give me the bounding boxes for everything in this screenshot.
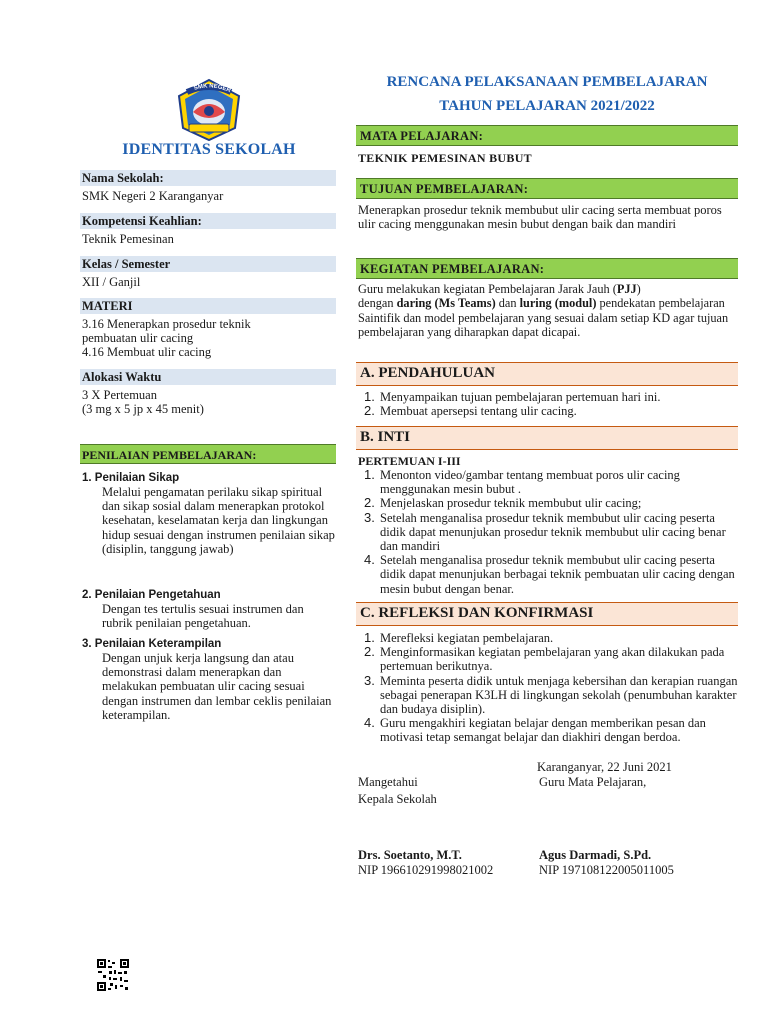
list-item-text: Setelah menganalisa prosedur teknik membubut ulir cacing peserta didik dapat menunjukan berbagai teknik pembuatan ulir cacing dengan mesin bubut dengan benar. bbox=[380, 553, 735, 596]
field-kompetensi bbox=[80, 213, 336, 246]
penilaian-desc: Dengan tes tertulis sesuai instrumen dan rubrik penilaian pengetahuan. bbox=[102, 602, 304, 631]
kegiatan-text: pendekatan pembelajaran Saintifik dan model pembelajaran yang sesuai dalam setiap KD agar tujuan pembelajaran yang diharapkan dapat dicapai. bbox=[358, 296, 729, 340]
field-head: Alokasi Waktu bbox=[80, 369, 336, 385]
penilaian-keterampilan bbox=[82, 638, 336, 722]
list-item: 2. Menjelaskan prosedur teknik membubut ulir cacing; bbox=[358, 496, 738, 510]
school-emblem-icon bbox=[175, 78, 243, 142]
list-item: 3. Meminta peserta didik untuk menjaga kebersihan dan kerapian ruangan sebagai penerapan K3LH di lingkungan sekolah (penumbuhan karakter dan budaya disiplin). bbox=[364, 672, 738, 717]
field-value: SMK Negeri 2 Karanganyar bbox=[82, 189, 224, 203]
materi-line: 3.16 Menerapkan prosedur teknik bbox=[82, 317, 251, 331]
list-item: 4. Guru mengakhiri kegiatan belajar dengan memberikan pesan dan motivasi tetap semangat belajar dan diakhiri dengan berdoa. bbox=[358, 716, 738, 744]
pendahuluan-head: A. PENDAHULUAN bbox=[356, 362, 738, 386]
refleksi-head: C. REFLEKSI DAN KONFIRMASI bbox=[356, 602, 738, 626]
identitas-title: IDENTITAS SEKOLAH bbox=[122, 141, 296, 158]
list-item: 3. Setelah menganalisa prosedur teknik membubut ulir cacing peserta didik dapat menunjukan prosedur teknik membubut ulir cacing benar dan mandiri bbox=[358, 511, 738, 554]
list-item: 1. Menyampaikan tujuan pembelajaran pertemuan hari ini. bbox=[358, 390, 738, 404]
penilaian-title: 3. Penilaian Keterampilan bbox=[82, 638, 222, 650]
field-nama-sekolah bbox=[80, 170, 336, 203]
kegiatan-pjj: PJJ bbox=[616, 282, 637, 296]
list-item: 2. Membuat apersepsi tentang ulir cacing. bbox=[358, 404, 738, 418]
penilaian-title: 1. Penilaian Sikap bbox=[82, 472, 180, 484]
pertemuan-head: PERTEMUAN I-III bbox=[358, 454, 461, 468]
kepsek-name: Drs. Soetanto, M.T. bbox=[358, 848, 462, 862]
alokasi-line: 3 X Pertemuan bbox=[82, 388, 157, 402]
penilaian-pengetahuan bbox=[82, 589, 336, 630]
place-date: Karanganyar, 22 Juni 2021 bbox=[537, 760, 672, 774]
mapel-value: TEKNIK PEMESINAN BUBUT bbox=[358, 151, 532, 165]
pendahuluan-list bbox=[358, 390, 738, 418]
rpp-title bbox=[358, 70, 736, 118]
rpp-title-line1: RENCANA PELAKSANAAN PEMBELAJARAN bbox=[386, 74, 708, 90]
guru-label: Guru Mata Pelajaran, bbox=[539, 775, 647, 789]
field-value bbox=[80, 385, 336, 416]
inti-list bbox=[358, 468, 738, 596]
field-head: Nama Sekolah: bbox=[80, 170, 336, 186]
list-item: 4. Setelah menganalisa prosedur teknik membubut ulir cacing peserta didik dapat menunjukan berbagai teknik pembuatan ulir cacing dengan mesin bubut dengan benar. bbox=[358, 553, 738, 596]
kepsek-nip: NIP 196610291998021002 bbox=[358, 863, 494, 877]
penilaian-head: PENILAIAN PEMBELAJARAN: bbox=[80, 444, 336, 464]
field-kelas bbox=[80, 256, 336, 289]
alokasi-line: (3 mg x 5 jp x 45 menit) bbox=[82, 402, 204, 416]
list-item: 2. Menginformasikan kegiatan pembelajaran yang akan dilakukan pada pertemuan berikutnya. bbox=[358, 645, 738, 673]
penilaian-title: 2. Penilaian Pengetahuan bbox=[82, 589, 221, 601]
field-value: Teknik Pemesinan bbox=[82, 232, 174, 246]
materi-line: 4.16 Membuat ulir cacing bbox=[82, 345, 212, 359]
kegiatan-text: dan bbox=[495, 296, 520, 311]
guru-nip: NIP 197108122005011005 bbox=[539, 863, 674, 877]
list-item: 1. Menonton video/gambar tentang membuat poros ulir cacing menggunakan mesin bubut . bbox=[358, 468, 738, 496]
qr-code-icon bbox=[96, 958, 130, 992]
field-materi bbox=[80, 298, 336, 359]
list-item-text: Setelah menganalisa prosedur teknik membubut ulir cacing peserta didik dapat menunjukan prosedur teknik membubut ulir cacing benar dan mandiri bbox=[380, 510, 726, 554]
qr-code bbox=[96, 958, 130, 992]
list-item-text: Menonton video/gambar tentang membuat poros ulir cacing menggunakan mesin bubut . bbox=[380, 468, 680, 497]
tujuan-value: Menerapkan prosedur teknik membubut ulir cacing serta membuat poros ulir cacing menggunakan mesin bubut dengan baik dan mandiri bbox=[358, 203, 722, 232]
list-item-text: Merefleksi kegiatan pembelajaran. bbox=[380, 631, 554, 645]
field-alokasi bbox=[80, 369, 336, 416]
kegiatan-head: KEGIATAN PEMBELAJARAN: bbox=[356, 258, 738, 279]
field-head: MATERI bbox=[80, 298, 336, 314]
list-item-text: Guru mengakhiri kegiatan belajar dengan memberikan pesan dan motivasi tetap semangat belajar dan diakhiri dengan berdoa. bbox=[380, 716, 706, 745]
field-value bbox=[80, 314, 336, 359]
kegiatan-text: Guru melakukan kegiatan Pembelajaran Jarak Jauh ( bbox=[358, 282, 617, 296]
kepala-sekolah-label: Kepala Sekolah bbox=[358, 792, 437, 806]
penilaian-desc: Dengan unjuk kerja langsung dan atau demonstrasi dalam menerapkan dan melakukan pembuatan ulir cacing sesuai dengan instrumen dan lembar ceklis penilaian keterampilan. bbox=[102, 651, 332, 722]
list-item-text: Menjelaskan prosedur teknik membubut ulir cacing; bbox=[380, 496, 642, 511]
penilaian-desc: Melalui pengamatan perilaku sikap spiritual dan sikap sosial dalam menerapkan protokol kesehatan, keselamatan kerja dan lingkungan hidup sesuai dengan instrumen penilaian sikap (disiplin, tanggung jawab) bbox=[102, 485, 335, 556]
list-item-text: Membuat apersepsi tentang ulir cacing. bbox=[380, 404, 577, 419]
field-head: Kompetensi Keahlian: bbox=[80, 213, 336, 229]
refleksi-list bbox=[358, 631, 738, 745]
logo-text: SMK NEGER bbox=[193, 83, 232, 95]
kegiatan-luring: luring (modul) bbox=[519, 296, 597, 311]
rpp-title-line2: TAHUN PELAJARAN 2021/2022 bbox=[439, 98, 655, 114]
list-item-text: Menyampaikan tujuan pembelajaran pertemuan hari ini. bbox=[380, 390, 661, 404]
list-item-text: Meminta peserta didik untuk menjaga kebersihan dan kerapian ruangan sebagai penerapan K3LH di lingkungan sekolah (penumbuhan karakter dan budaya disiplin). bbox=[380, 673, 738, 717]
kegiatan-text: dengan bbox=[358, 296, 397, 311]
penilaian-sikap bbox=[82, 472, 336, 556]
field-value: XII / Ganjil bbox=[82, 275, 141, 289]
mapel-head: MATA PELAJARAN: bbox=[356, 125, 738, 146]
kegiatan-text: ) bbox=[636, 282, 641, 296]
list-item: 1. Merefleksi kegiatan pembelajaran. bbox=[358, 631, 738, 645]
inti-head: B. INTI bbox=[356, 426, 738, 450]
list-item-text: Menginformasikan kegiatan pembelajaran yang akan dilakukan pada pertemuan berikutnya. bbox=[380, 645, 725, 674]
mengetahui-label: Mangetahui bbox=[358, 775, 418, 789]
kegiatan-daring: daring (Ms Teams) bbox=[396, 296, 496, 311]
tujuan-head: TUJUAN PEMBELAJARAN: bbox=[356, 178, 738, 199]
field-head: Kelas / Semester bbox=[80, 256, 336, 272]
kegiatan-value bbox=[358, 282, 738, 340]
guru-name: Agus Darmadi, S.Pd. bbox=[539, 848, 652, 862]
school-logo bbox=[175, 78, 243, 142]
materi-line: pembuatan ulir cacing bbox=[82, 331, 194, 345]
